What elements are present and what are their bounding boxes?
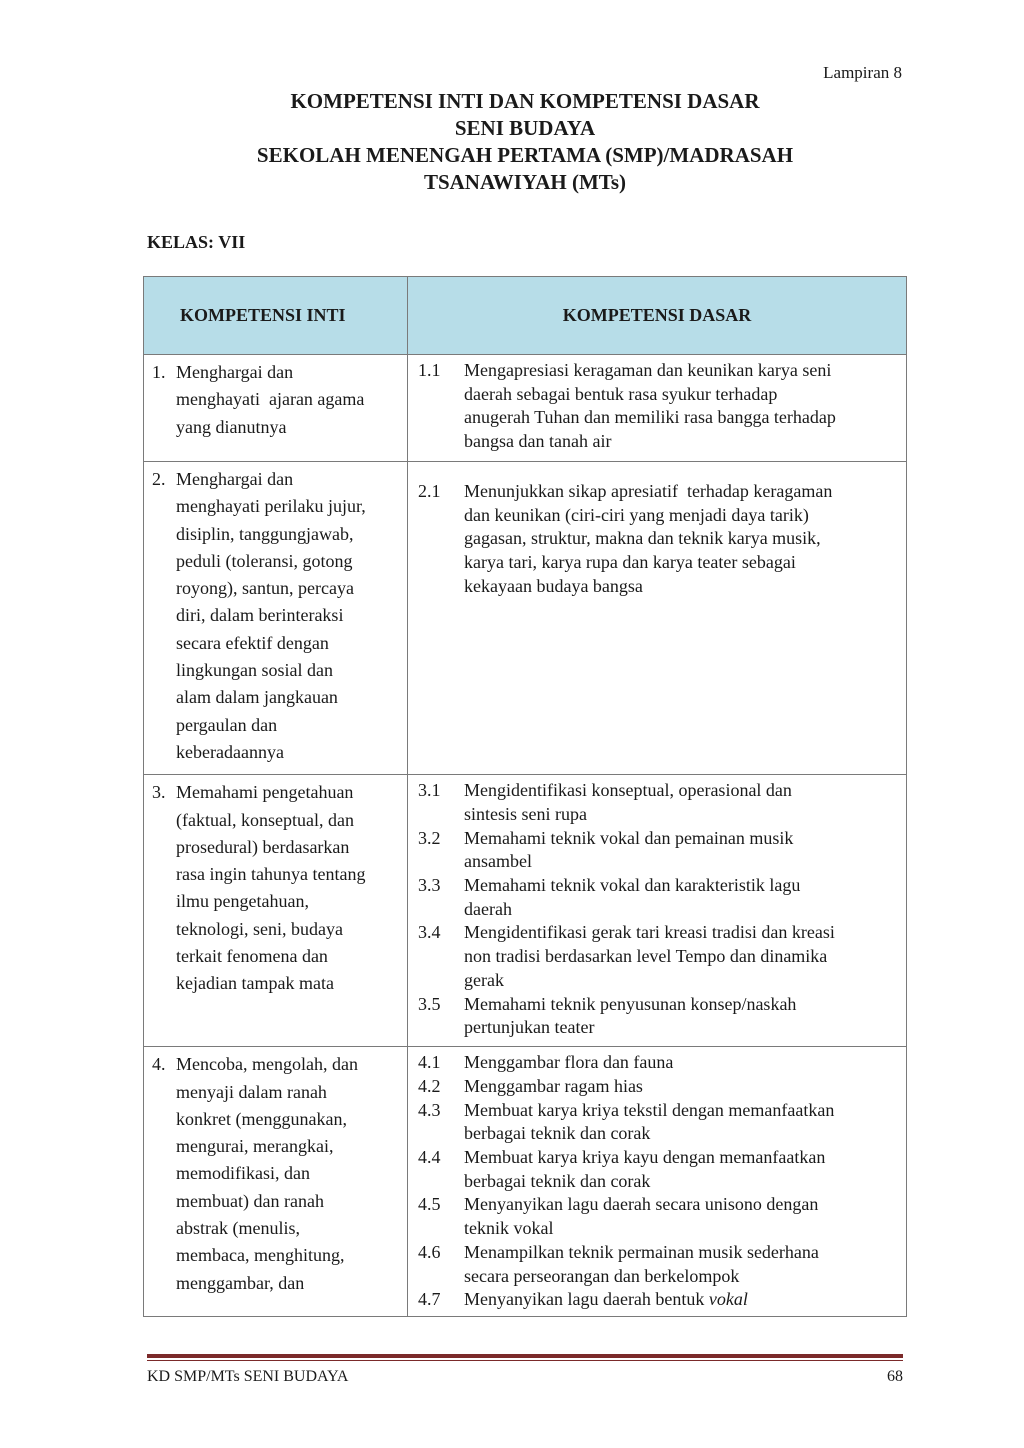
kd-line: [464, 1217, 898, 1241]
kd-line-text: dan keunikan (ciri-ciri yang menjadi daya tarik): [464, 504, 809, 525]
kd-line-text: gerak: [464, 969, 504, 990]
ki-line: konkret (menggunakan,: [176, 1108, 347, 1129]
kd-text: [464, 921, 898, 992]
kd-line: [464, 359, 898, 383]
kd-line-text: Mengidentifikasi konseptual, operasional dan: [464, 780, 792, 801]
ki-line: menghayati ajaran agama: [176, 389, 365, 410]
ki-line: menyaji dalam ranah: [176, 1081, 327, 1102]
ki-line: membuat) dan ranah: [176, 1190, 324, 1211]
kd-line: [464, 898, 898, 922]
ki-number: 2.: [152, 469, 166, 489]
kd-line: [464, 874, 898, 898]
ki-cell: [144, 462, 408, 775]
kd-line-text: Menggambar ragam hias: [464, 1075, 643, 1096]
kd-line: [464, 1122, 898, 1146]
header-kompetensi-inti: KOMPETENSI INTI: [144, 277, 408, 355]
table-header-row: [144, 277, 907, 355]
table-row: [144, 1047, 907, 1317]
ki-line: membaca, menghitung,: [176, 1245, 345, 1266]
kd-item: [418, 1051, 898, 1075]
ki-line: yang dianutnya: [176, 416, 287, 437]
kd-line-text: pertunjukan teater: [464, 1017, 595, 1038]
kd-line-text: Menunjukkan sikap apresiatif terhadap keragaman: [464, 481, 833, 501]
ki-line: disiplin, tanggungjawab,: [176, 523, 354, 544]
ki-item: [152, 1051, 401, 1297]
kd-line: [464, 945, 898, 969]
kd-line: [464, 1051, 898, 1075]
ki-line: Menghargai dan: [176, 362, 294, 382]
class-label: KELAS: VII: [147, 232, 246, 252]
kd-item: [418, 779, 898, 826]
kd-line-text: sintesis seni rupa: [464, 803, 587, 824]
ki-line: keberadaannya: [176, 741, 284, 762]
ki-text: [176, 359, 401, 441]
kd-line-text: karya tari, karya rupa dan karya teater sebagai: [464, 552, 796, 573]
kd-text: [464, 779, 898, 826]
ki-line: (faktual, konseptual, dan: [176, 809, 354, 830]
kd-item: [418, 874, 898, 921]
ki-line: ilmu pengetahuan,: [176, 891, 309, 912]
ki-number: 3.: [152, 782, 166, 803]
ki-line: Memahami pengetahuan: [176, 782, 354, 803]
kd-number: 4.4: [418, 1147, 441, 1168]
kd-text: [464, 480, 898, 599]
ki-cell: [144, 1047, 408, 1317]
title-line: TSANAWIYAH (MTs): [423, 170, 627, 194]
kd-line: [464, 551, 898, 575]
kd-cell: [408, 355, 907, 462]
footer-divider: [147, 1354, 903, 1358]
ki-item: [152, 359, 401, 441]
footer-divider-thin: [147, 1360, 903, 1361]
ki-line: memodifikasi, dan: [176, 1163, 310, 1184]
kd-text: [464, 1075, 898, 1099]
kd-number: 3.5: [418, 993, 441, 1014]
ki-line: alam dalam jangkauan: [176, 687, 338, 708]
kd-number: 3.1: [418, 780, 441, 801]
kd-line: [464, 779, 898, 803]
kd-line-text: teknik vokal: [464, 1218, 554, 1239]
kd-cell: [408, 775, 907, 1047]
ki-line: mengurai, merangkai,: [176, 1136, 334, 1157]
kd-number: 3.4: [418, 922, 441, 943]
kd-line: [464, 430, 898, 454]
document-title: [0, 88, 1024, 196]
kd-line: [464, 1170, 898, 1194]
ki-line: diri, dalam berinteraksi: [176, 605, 344, 626]
kd-line-text: gagasan, struktur, makna dan teknik karya musik,: [464, 528, 821, 549]
kd-line-text: Membuat karya kriya kayu dengan memanfaatkan: [464, 1147, 826, 1168]
kd-line: [464, 827, 898, 851]
kd-line-text: Memahami teknik penyusunan konsep/naskah: [464, 993, 797, 1014]
kd-text: [464, 874, 898, 921]
ki-line: prosedural) berdasarkan: [176, 836, 350, 857]
kd-number: 4.3: [418, 1099, 441, 1120]
ki-line: abstrak (menulis,: [176, 1218, 300, 1239]
kd-text: [464, 1146, 898, 1193]
table-body: [144, 355, 907, 1317]
kd-line-text: daerah: [464, 898, 512, 919]
kd-text: [464, 993, 898, 1040]
kd-line: [464, 850, 898, 874]
kd-number: 4.7: [418, 1289, 441, 1310]
footer-document-name: KD SMP/MTs SENI BUDAYA: [147, 1368, 349, 1385]
kd-line: [464, 575, 898, 599]
ki-text: [176, 466, 401, 766]
ki-line: kejadian tampak mata: [176, 973, 334, 994]
ki-item: [152, 779, 401, 997]
table-row: [144, 462, 907, 775]
kd-line: [464, 406, 898, 430]
ki-line: lingkungan sosial dan: [176, 660, 333, 681]
ki-text: [176, 1051, 401, 1297]
kd-text: [464, 1099, 898, 1146]
ki-line: royong), santun, percaya: [176, 578, 354, 599]
ki-line: menggambar, dan: [176, 1272, 305, 1293]
kd-line: [464, 1016, 898, 1040]
ki-line: Menghargai dan: [176, 469, 294, 489]
kd-number: 1.1: [418, 360, 441, 380]
kd-item: [418, 921, 898, 992]
kd-line-text: non tradisi berdasarkan level Tempo dan dinamika: [464, 946, 828, 967]
kd-number: 3.3: [418, 875, 441, 896]
title-line: SEKOLAH MENENGAH PERTAMA (SMP)/MADRASAH: [256, 143, 794, 167]
kd-line: [464, 504, 898, 528]
page-number: 68: [887, 1368, 903, 1385]
kd-text: [464, 1051, 898, 1075]
kd-item: [418, 480, 898, 599]
kd-line: [464, 480, 898, 504]
attachment-label: Lampiran 8: [823, 63, 902, 82]
kd-line-text: Menyanyikan lagu daerah secara unisono dengan: [464, 1194, 819, 1215]
kd-line: [464, 969, 898, 993]
kd-line: [464, 1146, 898, 1170]
kd-line: [464, 1075, 898, 1099]
kd-line: [464, 1193, 898, 1217]
ki-line: menghayati perilaku jujur,: [176, 496, 366, 517]
kd-line-text: kekayaan budaya bangsa: [464, 575, 643, 596]
kd-line: [464, 1265, 898, 1289]
ki-number: 1.: [152, 362, 166, 382]
kd-line-text: Membuat karya kriya tekstil dengan memanfaatkan: [464, 1099, 835, 1120]
kd-number: 4.2: [418, 1075, 441, 1096]
kd-item: [418, 1193, 898, 1240]
ki-line: teknologi, seni, budaya: [176, 918, 343, 939]
kd-text: [464, 1288, 898, 1312]
title-line: KOMPETENSI INTI DAN KOMPETENSI DASAR: [290, 89, 760, 113]
kd-italic-word: vokal: [708, 1289, 748, 1310]
kd-line-text: ansambel: [464, 851, 532, 872]
kd-line: [464, 527, 898, 551]
kd-item: [418, 1099, 898, 1146]
header-kompetensi-dasar: KOMPETENSI DASAR: [408, 277, 907, 355]
kd-line-text: daerah sebagai bentuk rasa syukur terhadap: [464, 383, 778, 404]
ki-line: pergaulan dan: [176, 714, 278, 735]
competency-table: [143, 276, 907, 1317]
kd-item: [418, 1241, 898, 1288]
kd-line-text: Menyanyikan lagu daerah bentuk: [464, 1289, 705, 1310]
kd-line: [464, 383, 898, 407]
kd-line-text: Menampilkan teknik permainan musik sederhana: [464, 1241, 819, 1262]
kd-line-text: Mengapresiasi keragaman dan keunikan karya seni: [464, 360, 832, 380]
ki-number: 4.: [152, 1054, 166, 1075]
kd-line-text: Memahami teknik vokal dan karakteristik lagu: [464, 875, 801, 896]
kd-line-text: secara perseorangan dan berkelompok: [464, 1265, 740, 1286]
kd-item: [418, 993, 898, 1040]
kd-line: [464, 803, 898, 827]
kd-line-text: Mengidentifikasi gerak tari kreasi tradisi dan kreasi: [464, 922, 835, 943]
title-line: SENI BUDAYA: [454, 116, 596, 140]
kd-line-text: berbagai teknik dan corak: [464, 1170, 651, 1191]
kd-line: [464, 993, 898, 1017]
kd-line-text: berbagai teknik dan corak: [464, 1123, 651, 1144]
kd-line-text: Menggambar flora dan fauna: [464, 1052, 674, 1073]
kd-cell: [408, 1047, 907, 1317]
kd-item: [418, 1146, 898, 1193]
kd-number: 4.1: [418, 1052, 441, 1073]
kd-line-text: Memahami teknik vokal dan pemainan musik: [464, 827, 794, 848]
kd-item: [418, 1075, 898, 1099]
kd-line-text: bangsa dan tanah air: [464, 431, 612, 452]
kd-line: [464, 921, 898, 945]
kd-text: [464, 1241, 898, 1288]
kd-number: 2.1: [418, 481, 441, 501]
kd-line-text: anugerah Tuhan dan memiliki rasa bangga terhadap: [464, 407, 836, 428]
ki-line: peduli (toleransi, gotong: [176, 550, 353, 571]
kd-text: [464, 359, 898, 454]
kd-number: 4.5: [418, 1194, 441, 1215]
ki-text: [176, 779, 401, 997]
ki-line: rasa ingin tahunya tentang: [176, 864, 366, 885]
kd-item: [418, 1288, 898, 1312]
ki-cell: [144, 775, 408, 1047]
kd-line: [464, 1099, 898, 1123]
kd-cell: [408, 462, 907, 775]
kd-text: [464, 827, 898, 874]
ki-line: Mencoba, mengolah, dan: [176, 1054, 358, 1075]
kd-item: [418, 359, 898, 454]
ki-item: [152, 466, 401, 766]
ki-cell: [144, 355, 408, 462]
ki-line: secara efektif dengan: [176, 632, 329, 653]
table-row: [144, 775, 907, 1047]
kd-number: 3.2: [418, 827, 441, 848]
ki-line: terkait fenomena dan: [176, 946, 328, 967]
kd-line: [464, 1288, 898, 1312]
table-row: [144, 355, 907, 462]
kd-text: [464, 1193, 898, 1240]
kd-number: 4.6: [418, 1241, 441, 1262]
kd-item: [418, 827, 898, 874]
kd-line: [464, 1241, 898, 1265]
